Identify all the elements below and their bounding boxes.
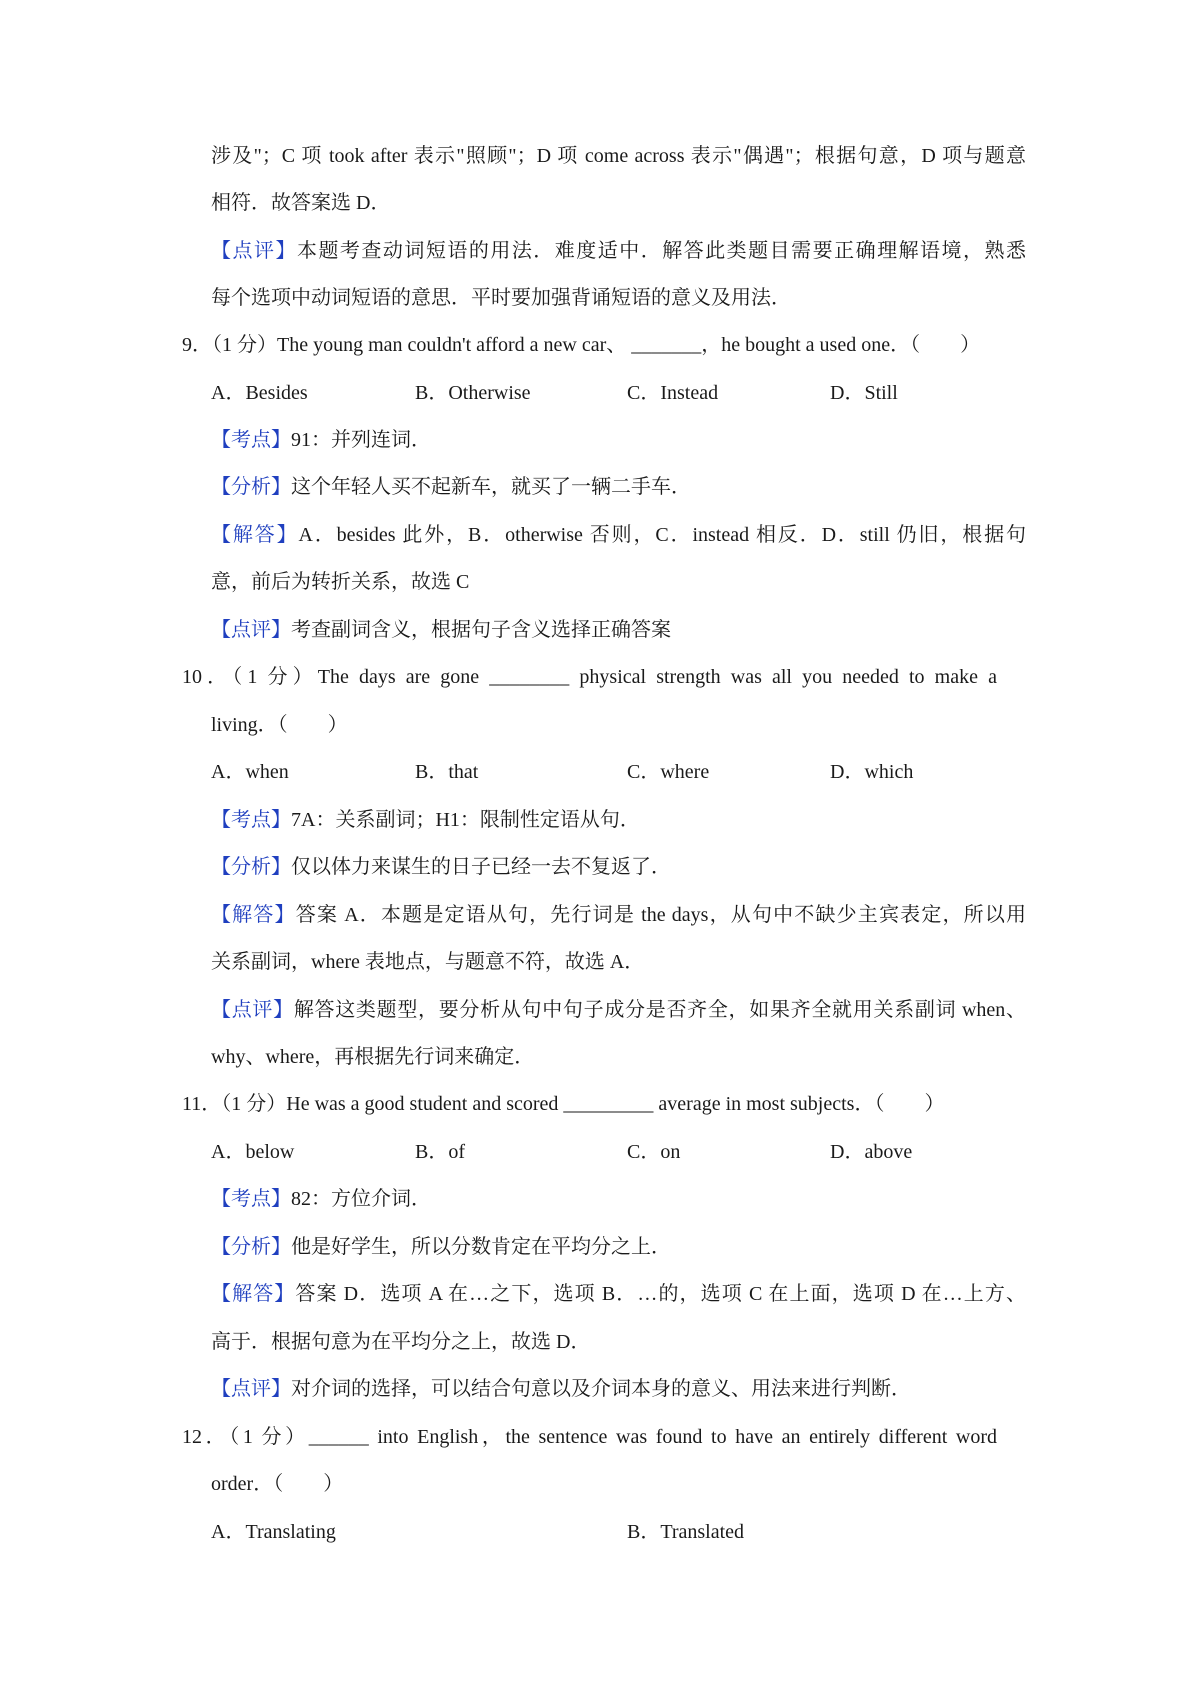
q9-fenxi-text: 这个年轻人买不起新车，就买了一辆二手车． (291, 476, 691, 498)
kaodian-tag: 【考点】 (211, 809, 291, 831)
q9-option-d: D．Still (830, 382, 898, 404)
q9-kaodian (211, 426, 1026, 454)
q10-kaodian (211, 806, 1026, 834)
q10-stem-line-2: living．（ ） (211, 714, 348, 736)
q10-option-b: B．that (415, 761, 479, 783)
q9-option-a: A．Besides (211, 382, 308, 404)
jieda-tag: 【解答】 (211, 524, 299, 546)
kaodian-tag: 【考点】 (211, 1188, 291, 1210)
q9-jieda-line-1 (211, 521, 1026, 549)
q11-kaodian-text: 82：方位介词． (291, 1188, 431, 1210)
fenxi-tag: 【分析】 (211, 856, 291, 878)
q9-dianping (211, 616, 1026, 644)
q10-option-a: A．when (211, 761, 289, 783)
dianping-tag: 【点评】 (211, 999, 294, 1021)
q10-option-d: D．which (830, 761, 914, 783)
fenxi-tag: 【分析】 (211, 476, 291, 498)
q9-jieda-line-2: 意，前后为转折关系，故选 C (211, 571, 470, 593)
q12-stem-line-2: order．（ ） (211, 1473, 344, 1495)
carry-over-line-1: 涉及"；C 项 took after 表示"照顾"；D 项 come across 表示"偶遇"；根据句意，D 项与题意 (211, 145, 1026, 167)
q9-option-c: C．Instead (627, 382, 719, 404)
carry-over-comment-text: 本题考查动词短语的用法．难度适中．解答此类题目需要正确理解语境，熟悉 (296, 240, 1027, 262)
q11-jieda-line-1 (211, 1280, 1026, 1308)
q9-stem: 9．（1 分）The young man couldn't afford a new car、 _______，he bought a used one．（ ） (182, 334, 981, 356)
q11-stem: 11．（1 分）He was a good student and scored _________ average in most subjects．（ ） (182, 1093, 945, 1115)
q9-dianping-text: 考查副词含义，根据句子含义选择正确答案 (291, 619, 671, 641)
q9-fenxi (211, 473, 1026, 501)
q11-jieda-line-2: 高于．根据句意为在平均分之上，故选 D． (211, 1331, 591, 1353)
q10-jieda-line-2: 关系副词，where 表地点，与题意不符，故选 A． (211, 951, 645, 973)
q10-dianping-text: 解答这类题型，要分析从句中句子成分是否齐全，如果齐全就用关系副词 when、 (293, 999, 1026, 1021)
jieda-tag: 【解答】 (211, 1283, 296, 1305)
carry-over-comment-line-1 (211, 237, 1026, 265)
q11-fenxi (211, 1233, 1026, 1261)
carry-over-comment-line-2: 每个选项中动词短语的意思．平时要加强背诵短语的意义及用法． (211, 287, 791, 309)
q10-kaodian-text: 7A：关系副词；H1：限制性定语从句． (291, 809, 640, 831)
q9-jieda-text: A．besides 此外，B．otherwise 否则，C．instead 相反．D．still 仍旧，根据句 (298, 524, 1027, 546)
jieda-tag: 【解答】 (211, 904, 296, 926)
q11-option-c: C．on (627, 1141, 681, 1163)
q11-option-b: B．of (415, 1141, 465, 1163)
q10-dianping-line-1 (211, 996, 1026, 1024)
q11-fenxi-text: 他是好学生，所以分数肯定在平均分之上． (291, 1236, 671, 1258)
q12-option-b: B．Translated (627, 1521, 745, 1543)
carry-over-line-2: 相符．故答案选 D． (211, 192, 391, 214)
dianping-tag: 【点评】 (211, 619, 291, 641)
q11-kaodian (211, 1185, 1026, 1213)
q10-fenxi-text: 仅以体力来谋生的日子已经一去不复返了． (291, 856, 671, 878)
q10-option-c: C．where (627, 761, 710, 783)
q11-option-a: A．below (211, 1141, 295, 1163)
q9-option-b: B．Otherwise (415, 382, 531, 404)
q9-kaodian-text: 91：并列连词． (291, 429, 431, 451)
q11-dianping-text: 对介词的选择，可以结合句意以及介词本身的意义、用法来进行判断． (291, 1378, 911, 1400)
dianping-tag: 【点评】 (211, 240, 297, 262)
q10-jieda-line-1 (211, 901, 1026, 929)
kaodian-tag: 【考点】 (211, 429, 291, 451)
q11-dianping (211, 1375, 1026, 1403)
q10-stem-line-1: 10．（1 分）The days are gone ________ physical strength was all you needed to make a (182, 666, 997, 688)
dianping-tag: 【点评】 (211, 1378, 291, 1400)
q10-dianping-line-2: why、where，再根据先行词来确定． (211, 1046, 535, 1068)
q10-fenxi (211, 853, 1026, 881)
q11-option-d: D．above (830, 1141, 913, 1163)
q10-jieda-text: 答案 A．本题是定语从句，先行词是 the days，从句中不缺少主宾表定，所以用 (295, 904, 1026, 926)
fenxi-tag: 【分析】 (211, 1236, 291, 1258)
q12-stem-line-1: 12．（1 分）______ into English，the sentence was found to have an entirely different word (182, 1426, 997, 1448)
q11-jieda-text: 答案 D．选项 A 在…之下，选项 B．…的，选项 C 在上面，选项 D 在…上方、 (295, 1283, 1027, 1305)
q12-option-a: A．Translating (211, 1521, 336, 1543)
